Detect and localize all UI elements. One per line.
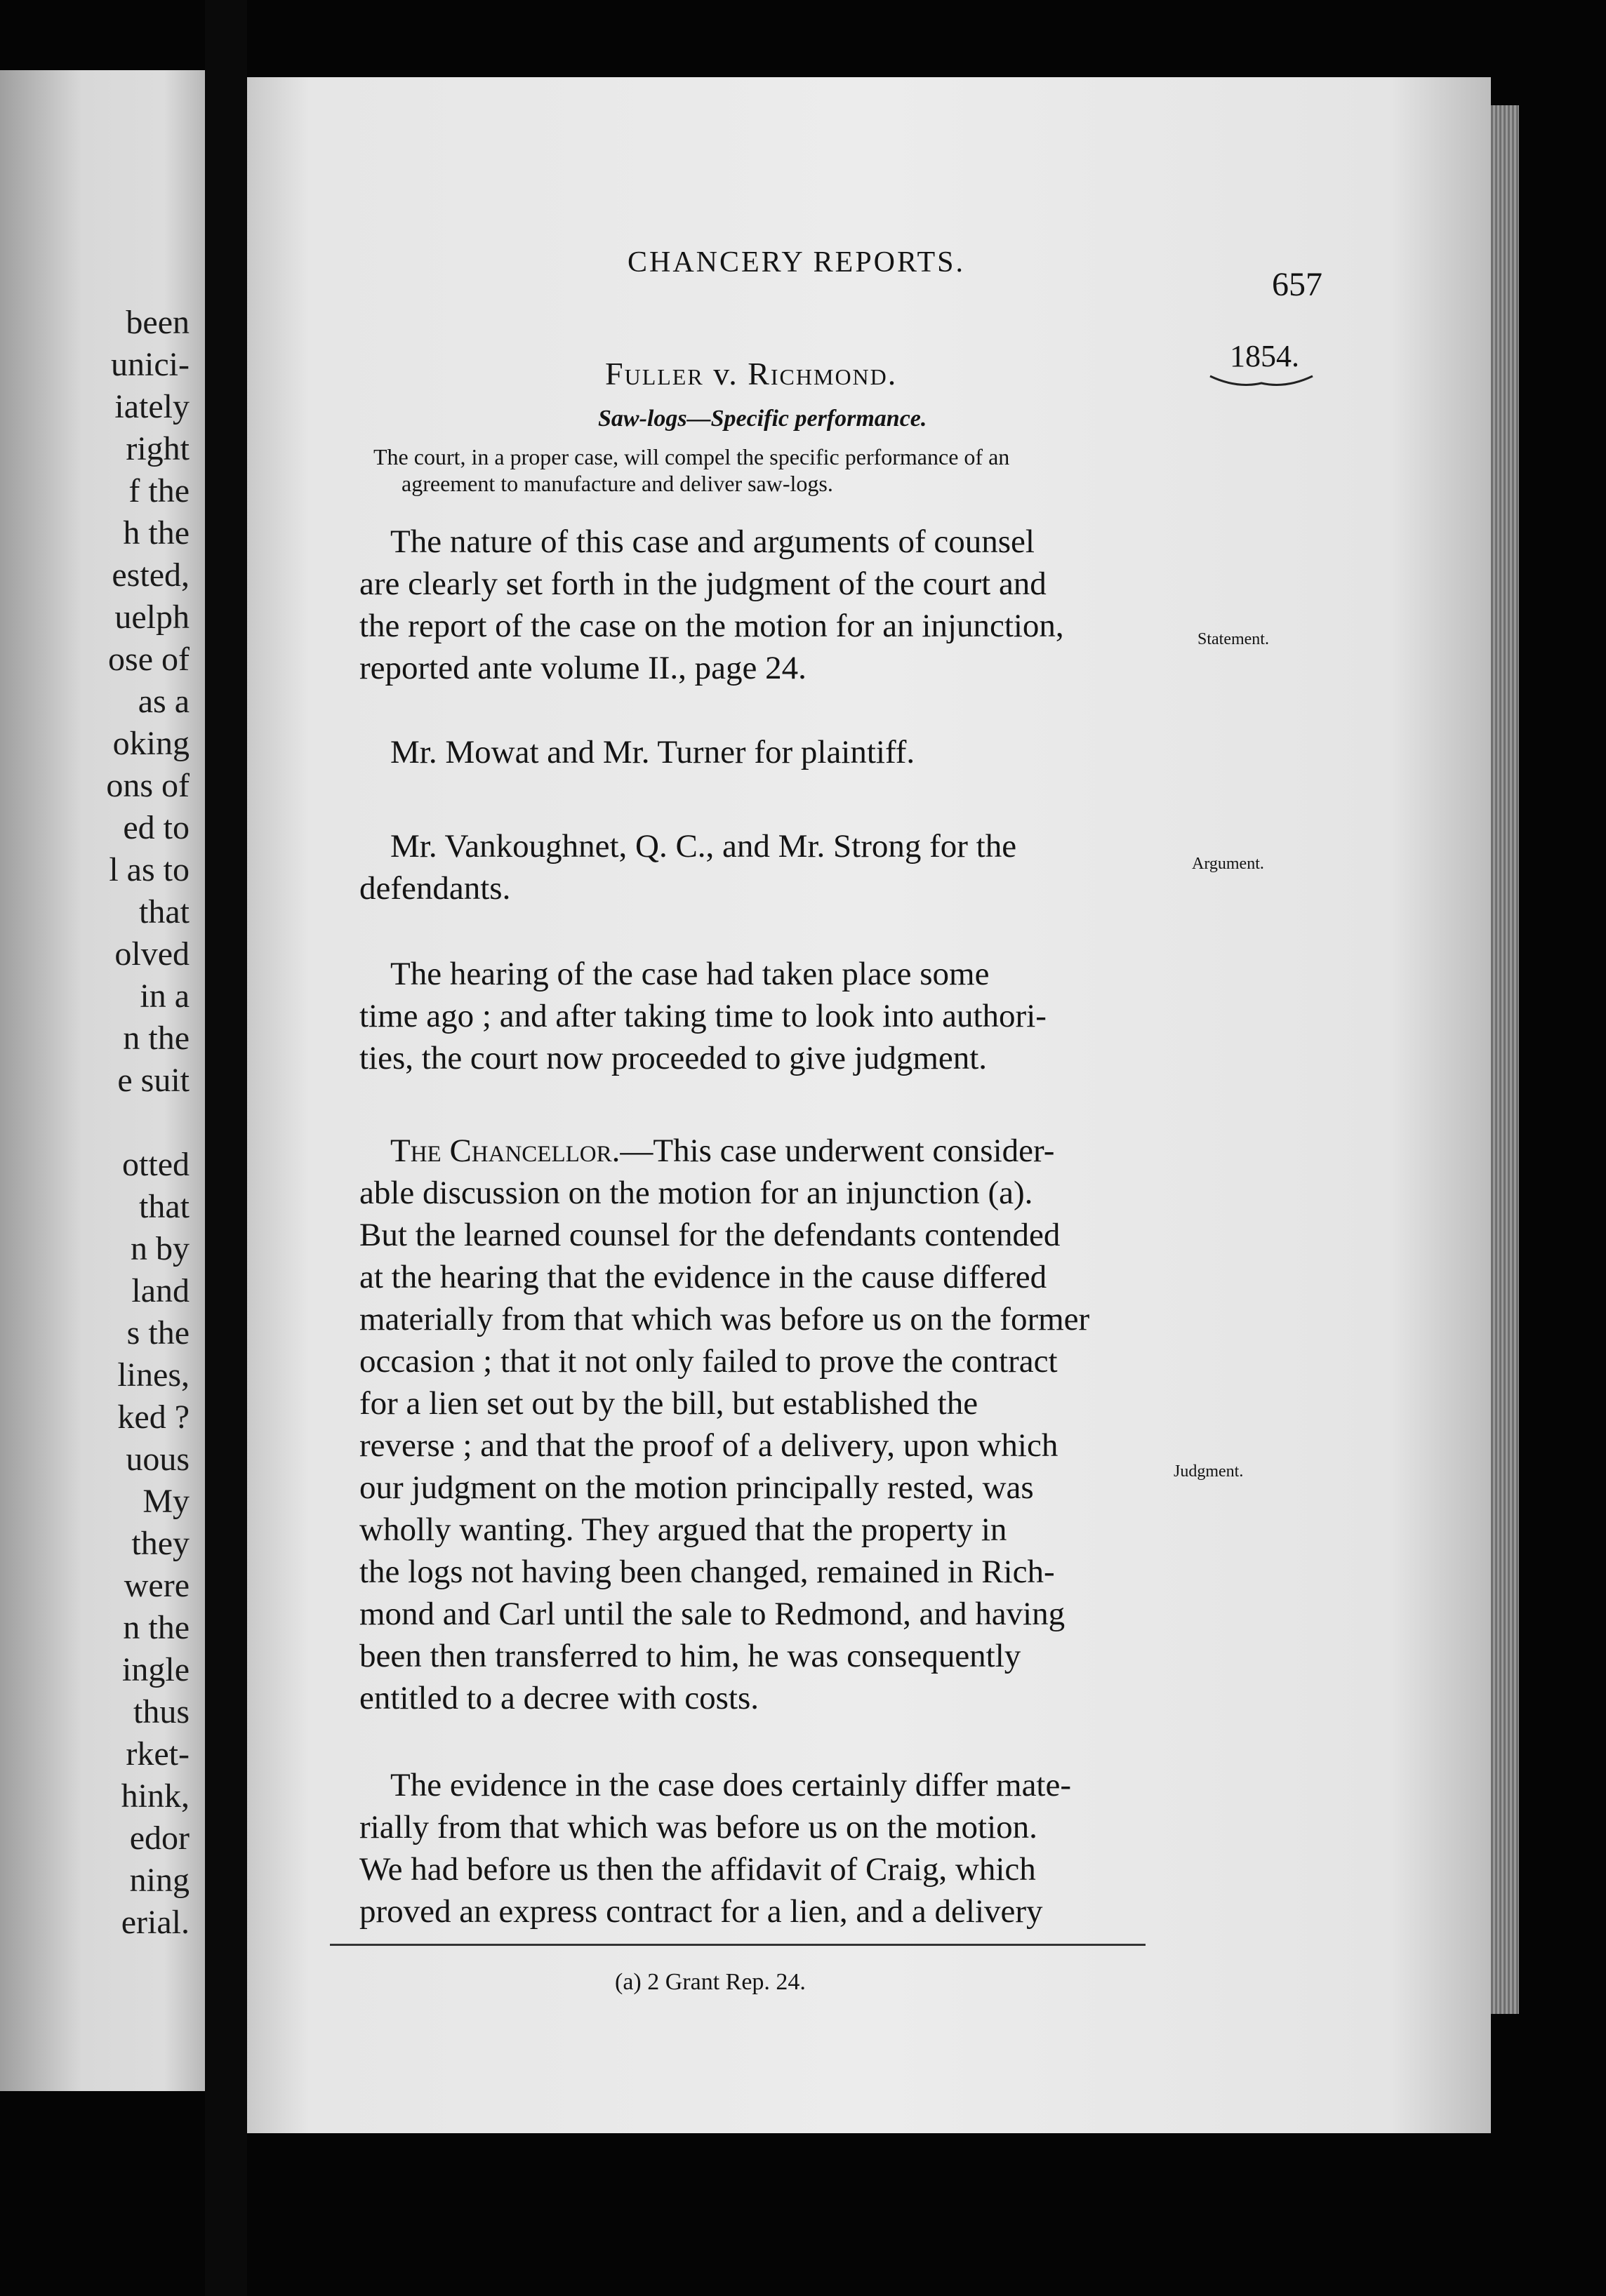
paragraph-line: the logs not having been changed, remained in Rich-: [359, 1554, 1055, 1590]
left-page-line: ons of: [106, 767, 190, 804]
left-page-line: My: [142, 1483, 190, 1520]
left-page-line: n the: [123, 1609, 190, 1646]
year-brace-ornament: [1209, 371, 1314, 392]
paragraph-line: defendants.: [359, 870, 511, 907]
paragraph-line: able discussion on the motion for an injunction (a).: [359, 1175, 1033, 1211]
left-page-line: uous: [126, 1441, 190, 1478]
margin-note-argument: Argument.: [1192, 855, 1264, 873]
left-page-line: ed to: [123, 809, 190, 846]
left-page-line: uelph: [114, 599, 190, 636]
book-gutter: [205, 0, 247, 2296]
paragraph-line: proved an express contract for a lien, and a delivery: [359, 1893, 1043, 1930]
paragraph-line: reported ante volume II., page 24.: [359, 650, 807, 686]
case-versus: v.: [713, 356, 738, 392]
footnote-rule: [330, 1944, 1146, 1946]
left-page-line: ning: [129, 1862, 190, 1899]
left-page-line: rket-: [126, 1735, 190, 1773]
left-page-line: oking: [112, 725, 190, 762]
counsel-defendants: [359, 825, 1016, 909]
paragraph-line: the report of the case on the motion for an injunction,: [359, 608, 1064, 644]
paragraph-line: wholly wanting. They argued that the property in: [359, 1511, 1007, 1548]
left-page-line: n by: [131, 1230, 190, 1267]
paragraph-line: rially from that which was before us on the motion.: [359, 1809, 1037, 1846]
left-page-line: ked ?: [117, 1399, 190, 1436]
left-page-line: h the: [123, 514, 190, 552]
judgment-speaker: The Chancellor.: [390, 1133, 620, 1169]
paragraph-line: materially from that which was before us on the former: [359, 1301, 1090, 1337]
year-marginal: 1854.: [1230, 339, 1299, 373]
left-page-line: they: [131, 1525, 190, 1562]
left-page-line: been: [126, 304, 190, 341]
left-page-line: ingle: [122, 1651, 190, 1688]
headnote-line: The court, in a proper case, will compel the specific performance of an: [373, 444, 1010, 469]
left-page-line: ested,: [112, 556, 190, 594]
judgment-paragraph: [359, 1130, 1089, 1719]
paragraph-line: our judgment on the motion principally rested, was: [359, 1469, 1034, 1506]
paragraph-line: entitled to a decree with costs.: [359, 1680, 759, 1716]
left-page-line: n the: [123, 1020, 190, 1057]
case-party-plaintiff: Fuller: [605, 356, 704, 392]
headnote: [373, 443, 1009, 497]
left-page-line: land: [131, 1272, 190, 1309]
left-page-line: erial.: [121, 1904, 190, 1941]
paragraph-line: for a lien set out by the bill, but established the: [359, 1385, 978, 1422]
page-edges: [1491, 105, 1519, 2014]
page-number: 657: [1272, 266, 1322, 303]
hearing-paragraph: [359, 953, 1047, 1079]
left-page-line: edor: [129, 1820, 190, 1857]
paragraph-line: Mr. Vankoughnet, Q. C., and Mr. Strong for the: [390, 828, 1017, 865]
case-subject: Saw-logs—Specific performance.: [598, 406, 927, 432]
left-page-line: e suit: [117, 1062, 190, 1099]
left-page-line: ose of: [108, 641, 190, 678]
left-page-line: that: [139, 1188, 190, 1225]
paragraph-line: are clearly set forth in the judgment of the court and: [359, 566, 1047, 602]
left-page-line: olved: [114, 935, 190, 973]
judgment-line-start: —This case underwent consider-: [620, 1133, 1055, 1169]
counsel-plaintiff: [359, 731, 915, 773]
left-page-line: that: [139, 893, 190, 930]
left-page-line: as a: [138, 683, 190, 720]
case-party-defendant: Richmond.: [748, 356, 898, 392]
headnote-line: agreement to manufacture and deliver saw-logs.: [401, 471, 833, 496]
statement-paragraph: [359, 521, 1064, 689]
paragraph-line: occasion ; that it not only failed to prove the contract: [359, 1343, 1058, 1380]
paragraph-line: The hearing of the case had taken place some: [390, 956, 990, 992]
left-page-line: f the: [128, 472, 190, 509]
left-page-line: right: [126, 430, 190, 467]
paragraph-line: But the learned counsel for the defendants contended: [359, 1217, 1061, 1253]
footnote: (a) 2 Grant Rep. 24.: [615, 1969, 806, 1995]
paragraph-line: The evidence in the case does certainly differ mate-: [390, 1767, 1071, 1803]
case-title: [605, 355, 897, 392]
left-page-line: thus: [133, 1693, 190, 1730]
left-page-line: unici-: [111, 346, 190, 383]
left-page-line: l as to: [109, 851, 190, 888]
paragraph-line: time ago ; and after taking time to look into authori-: [359, 998, 1047, 1034]
left-page-line: iately: [114, 388, 190, 425]
left-page-line: s the: [126, 1314, 190, 1351]
paragraph-line: We had before us then the affidavit of Craig, which: [359, 1851, 1036, 1888]
paragraph-line: reverse ; and that the proof of a delivery, upon which: [359, 1427, 1058, 1464]
paragraph-line: ties, the court now proceeded to give judgment.: [359, 1040, 988, 1076]
evidence-paragraph: [359, 1764, 1071, 1933]
running-head: CHANCERY REPORTS.: [628, 246, 966, 279]
paragraph-line: been then transferred to him, he was consequently: [359, 1638, 1021, 1674]
left-page-line: in a: [140, 977, 190, 1015]
paragraph-line: at the hearing that the evidence in the cause differed: [359, 1259, 1047, 1295]
margin-note-statement: Statement.: [1197, 630, 1269, 648]
left-page-line: hink,: [121, 1777, 190, 1815]
left-page-line: otted: [122, 1146, 190, 1183]
paragraph-line: The nature of this case and arguments of counsel: [390, 523, 1035, 560]
left-page-line: lines,: [117, 1356, 190, 1394]
paragraph-line: mond and Carl until the sale to Redmond, and having: [359, 1596, 1066, 1632]
margin-note-judgment: Judgment.: [1174, 1462, 1244, 1481]
left-page-line: were: [124, 1567, 190, 1604]
left-facing-page: [0, 70, 205, 2091]
paragraph-line: Mr. Mowat and Mr. Turner for plaintiff.: [390, 734, 915, 770]
paragraph-line: [359, 1130, 1089, 1172]
